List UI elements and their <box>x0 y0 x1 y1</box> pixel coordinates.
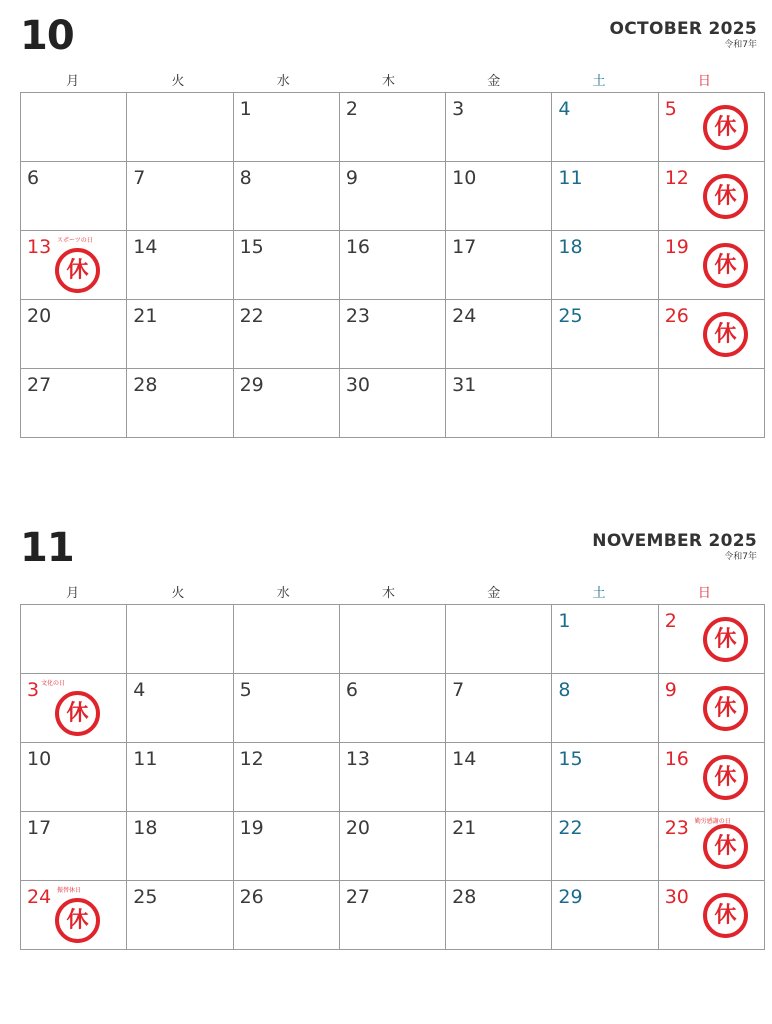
day-number: 10 <box>452 167 477 189</box>
day-number: 2 <box>345 98 358 120</box>
day-number: 8 <box>239 167 252 189</box>
day-cell <box>127 93 233 162</box>
day-number: 26 <box>239 886 264 908</box>
weekday-label-sun: 日 <box>697 74 711 89</box>
day-number: 19 <box>239 817 264 839</box>
day-number: 11 <box>133 748 158 770</box>
day-cell <box>21 605 127 674</box>
day-cell <box>21 162 127 231</box>
weekday-label-sun: 日 <box>697 586 711 601</box>
holiday-name: スポーツの日 <box>57 237 93 244</box>
weekday-label-tue: 火 <box>171 586 185 601</box>
day-cell <box>233 881 339 950</box>
day-cell <box>446 93 552 162</box>
month-number: 10 <box>20 13 74 59</box>
day-cell <box>446 812 552 881</box>
day-number: 5 <box>664 98 677 120</box>
closed-mark: 休 <box>55 898 100 943</box>
weekday-label-mon: 月 <box>66 586 80 601</box>
day-number: 9 <box>345 167 358 189</box>
day-cell <box>339 369 445 438</box>
era-year: 令和7年 <box>724 552 757 562</box>
day-cell <box>446 300 552 369</box>
day-cell <box>339 162 445 231</box>
day-cell <box>552 231 658 300</box>
day-number: 6 <box>27 167 40 189</box>
day-number: 21 <box>133 305 158 327</box>
day-number: 3 <box>452 98 465 120</box>
day-cell <box>552 674 658 743</box>
day-cell <box>339 743 445 812</box>
closed-mark: 休 <box>55 248 100 293</box>
day-number: 25 <box>558 305 583 327</box>
day-cell <box>552 93 658 162</box>
day-cell <box>446 162 552 231</box>
day-cell <box>127 605 233 674</box>
day-cell <box>127 300 233 369</box>
day-cell <box>658 93 764 162</box>
weekday-label-sat: 土 <box>592 74 606 89</box>
day-number: 6 <box>345 679 358 701</box>
day-number: 24 <box>452 305 477 327</box>
weekday-label-mon: 月 <box>66 74 80 89</box>
day-number: 12 <box>239 748 264 770</box>
day-cell <box>658 881 764 950</box>
day-cell <box>21 300 127 369</box>
closed-mark: 休 <box>703 755 748 800</box>
day-number: 4 <box>133 679 146 701</box>
day-number: 30 <box>664 886 689 908</box>
day-cell <box>446 743 552 812</box>
day-cell <box>552 162 658 231</box>
day-number: 24 <box>27 886 52 908</box>
day-number: 27 <box>345 886 371 908</box>
day-cell <box>446 369 552 438</box>
day-cell <box>552 743 658 812</box>
day-number: 13 <box>27 236 52 258</box>
closed-mark: 休 <box>703 824 748 869</box>
day-cell <box>552 881 658 950</box>
weekday-label-thu: 木 <box>381 74 395 89</box>
day-cell <box>233 162 339 231</box>
holiday-name: 文化の日 <box>41 680 66 687</box>
week-row <box>21 881 765 950</box>
day-cell <box>233 674 339 743</box>
closed-mark: 休 <box>703 243 748 288</box>
day-number: 15 <box>239 236 264 258</box>
day-number: 31 <box>452 374 477 396</box>
week-row <box>21 812 765 881</box>
day-number: 8 <box>558 679 571 701</box>
day-cell <box>127 674 233 743</box>
day-number: 23 <box>345 305 371 327</box>
day-number: 21 <box>452 817 477 839</box>
day-number: 1 <box>558 610 571 632</box>
day-number: 23 <box>664 817 689 839</box>
day-cell <box>658 369 764 438</box>
day-number: 3 <box>27 679 40 701</box>
day-cell <box>233 812 339 881</box>
weekday-label-wed: 水 <box>276 74 290 89</box>
day-number: 4 <box>558 98 571 120</box>
day-cell <box>552 812 658 881</box>
day-number: 7 <box>133 167 146 189</box>
day-cell <box>339 231 445 300</box>
day-cell <box>127 743 233 812</box>
month-section <box>20 525 757 968</box>
day-number: 29 <box>558 886 583 908</box>
day-cell <box>233 231 339 300</box>
day-number: 20 <box>345 817 371 839</box>
day-cell <box>446 674 552 743</box>
month-title: NOVEMBER 2025 <box>592 531 757 551</box>
day-number: 20 <box>27 305 52 327</box>
week-row <box>21 743 765 812</box>
weekday-label-thu: 木 <box>381 586 395 601</box>
day-cell <box>658 605 764 674</box>
day-cell <box>339 605 445 674</box>
month-number: 11 <box>20 525 74 571</box>
holiday-name: 勤労感謝の日 <box>694 818 731 825</box>
week-row <box>21 300 765 369</box>
closed-mark: 休 <box>703 105 748 150</box>
day-cell <box>21 369 127 438</box>
closed-mark: 休 <box>703 893 748 938</box>
day-number: 15 <box>558 748 583 770</box>
weekday-label-wed: 水 <box>276 586 290 601</box>
month-section <box>20 13 757 456</box>
day-cell <box>339 300 445 369</box>
week-row <box>21 605 765 674</box>
week-row <box>21 93 765 162</box>
day-number: 29 <box>239 374 264 396</box>
day-number: 1 <box>239 98 252 120</box>
day-cell <box>552 300 658 369</box>
calendar-grid <box>20 92 765 438</box>
day-cell <box>233 743 339 812</box>
day-number: 22 <box>558 817 583 839</box>
day-cell <box>339 93 445 162</box>
day-number: 11 <box>558 167 583 189</box>
day-cell <box>339 812 445 881</box>
closed-mark: 休 <box>703 617 748 662</box>
weekday-label-tue: 火 <box>171 74 185 89</box>
day-cell <box>658 812 764 881</box>
day-cell <box>127 162 233 231</box>
weekday-header <box>20 72 757 92</box>
day-number: 25 <box>133 886 158 908</box>
day-number: 26 <box>664 305 689 327</box>
weekday-header <box>20 584 757 604</box>
day-cell <box>21 743 127 812</box>
day-cell <box>127 812 233 881</box>
day-cell <box>127 369 233 438</box>
holiday-name: 振替休日 <box>57 887 82 894</box>
day-number: 19 <box>664 236 689 258</box>
day-number: 2 <box>664 610 677 632</box>
day-number: 17 <box>452 236 477 258</box>
closed-mark: 休 <box>703 686 748 731</box>
day-cell <box>552 605 658 674</box>
day-number: 16 <box>664 748 689 770</box>
day-number: 10 <box>27 748 52 770</box>
day-cell <box>21 812 127 881</box>
day-number: 9 <box>664 679 677 701</box>
day-cell <box>658 300 764 369</box>
week-row <box>21 674 765 743</box>
week-row <box>21 162 765 231</box>
day-cell <box>21 93 127 162</box>
day-number: 30 <box>345 374 371 396</box>
day-cell <box>446 881 552 950</box>
day-cell <box>658 743 764 812</box>
week-row <box>21 231 765 300</box>
day-number: 28 <box>452 886 477 908</box>
closed-mark: 休 <box>703 174 748 219</box>
day-number: 17 <box>27 817 52 839</box>
month-title: OCTOBER 2025 <box>609 19 757 39</box>
day-cell <box>446 231 552 300</box>
closed-mark: 休 <box>55 691 100 736</box>
day-cell <box>21 881 127 950</box>
day-cell <box>339 881 445 950</box>
day-number: 12 <box>664 167 689 189</box>
day-cell <box>658 674 764 743</box>
day-cell <box>233 300 339 369</box>
day-number: 14 <box>133 236 158 258</box>
weekday-label-sat: 土 <box>592 586 606 601</box>
closed-mark: 休 <box>703 312 748 357</box>
era-year: 令和7年 <box>724 40 757 50</box>
weekday-label-fri: 金 <box>487 586 501 601</box>
day-cell <box>552 369 658 438</box>
day-cell <box>21 231 127 300</box>
day-number: 14 <box>452 748 477 770</box>
day-cell <box>233 369 339 438</box>
day-cell <box>339 674 445 743</box>
day-number: 7 <box>452 679 465 701</box>
day-number: 28 <box>133 374 158 396</box>
day-cell <box>446 605 552 674</box>
day-number: 27 <box>27 374 52 396</box>
day-cell <box>658 231 764 300</box>
day-cell <box>127 881 233 950</box>
day-cell <box>658 162 764 231</box>
day-number: 5 <box>239 679 252 701</box>
day-cell <box>233 605 339 674</box>
day-number: 18 <box>558 236 583 258</box>
day-cell <box>21 674 127 743</box>
day-cell <box>127 231 233 300</box>
day-number: 22 <box>239 305 264 327</box>
day-cell <box>233 93 339 162</box>
day-number: 16 <box>345 236 371 258</box>
day-number: 13 <box>345 748 371 770</box>
day-number: 18 <box>133 817 158 839</box>
weekday-label-fri: 金 <box>487 74 501 89</box>
week-row <box>21 369 765 438</box>
calendar-grid <box>20 604 765 950</box>
